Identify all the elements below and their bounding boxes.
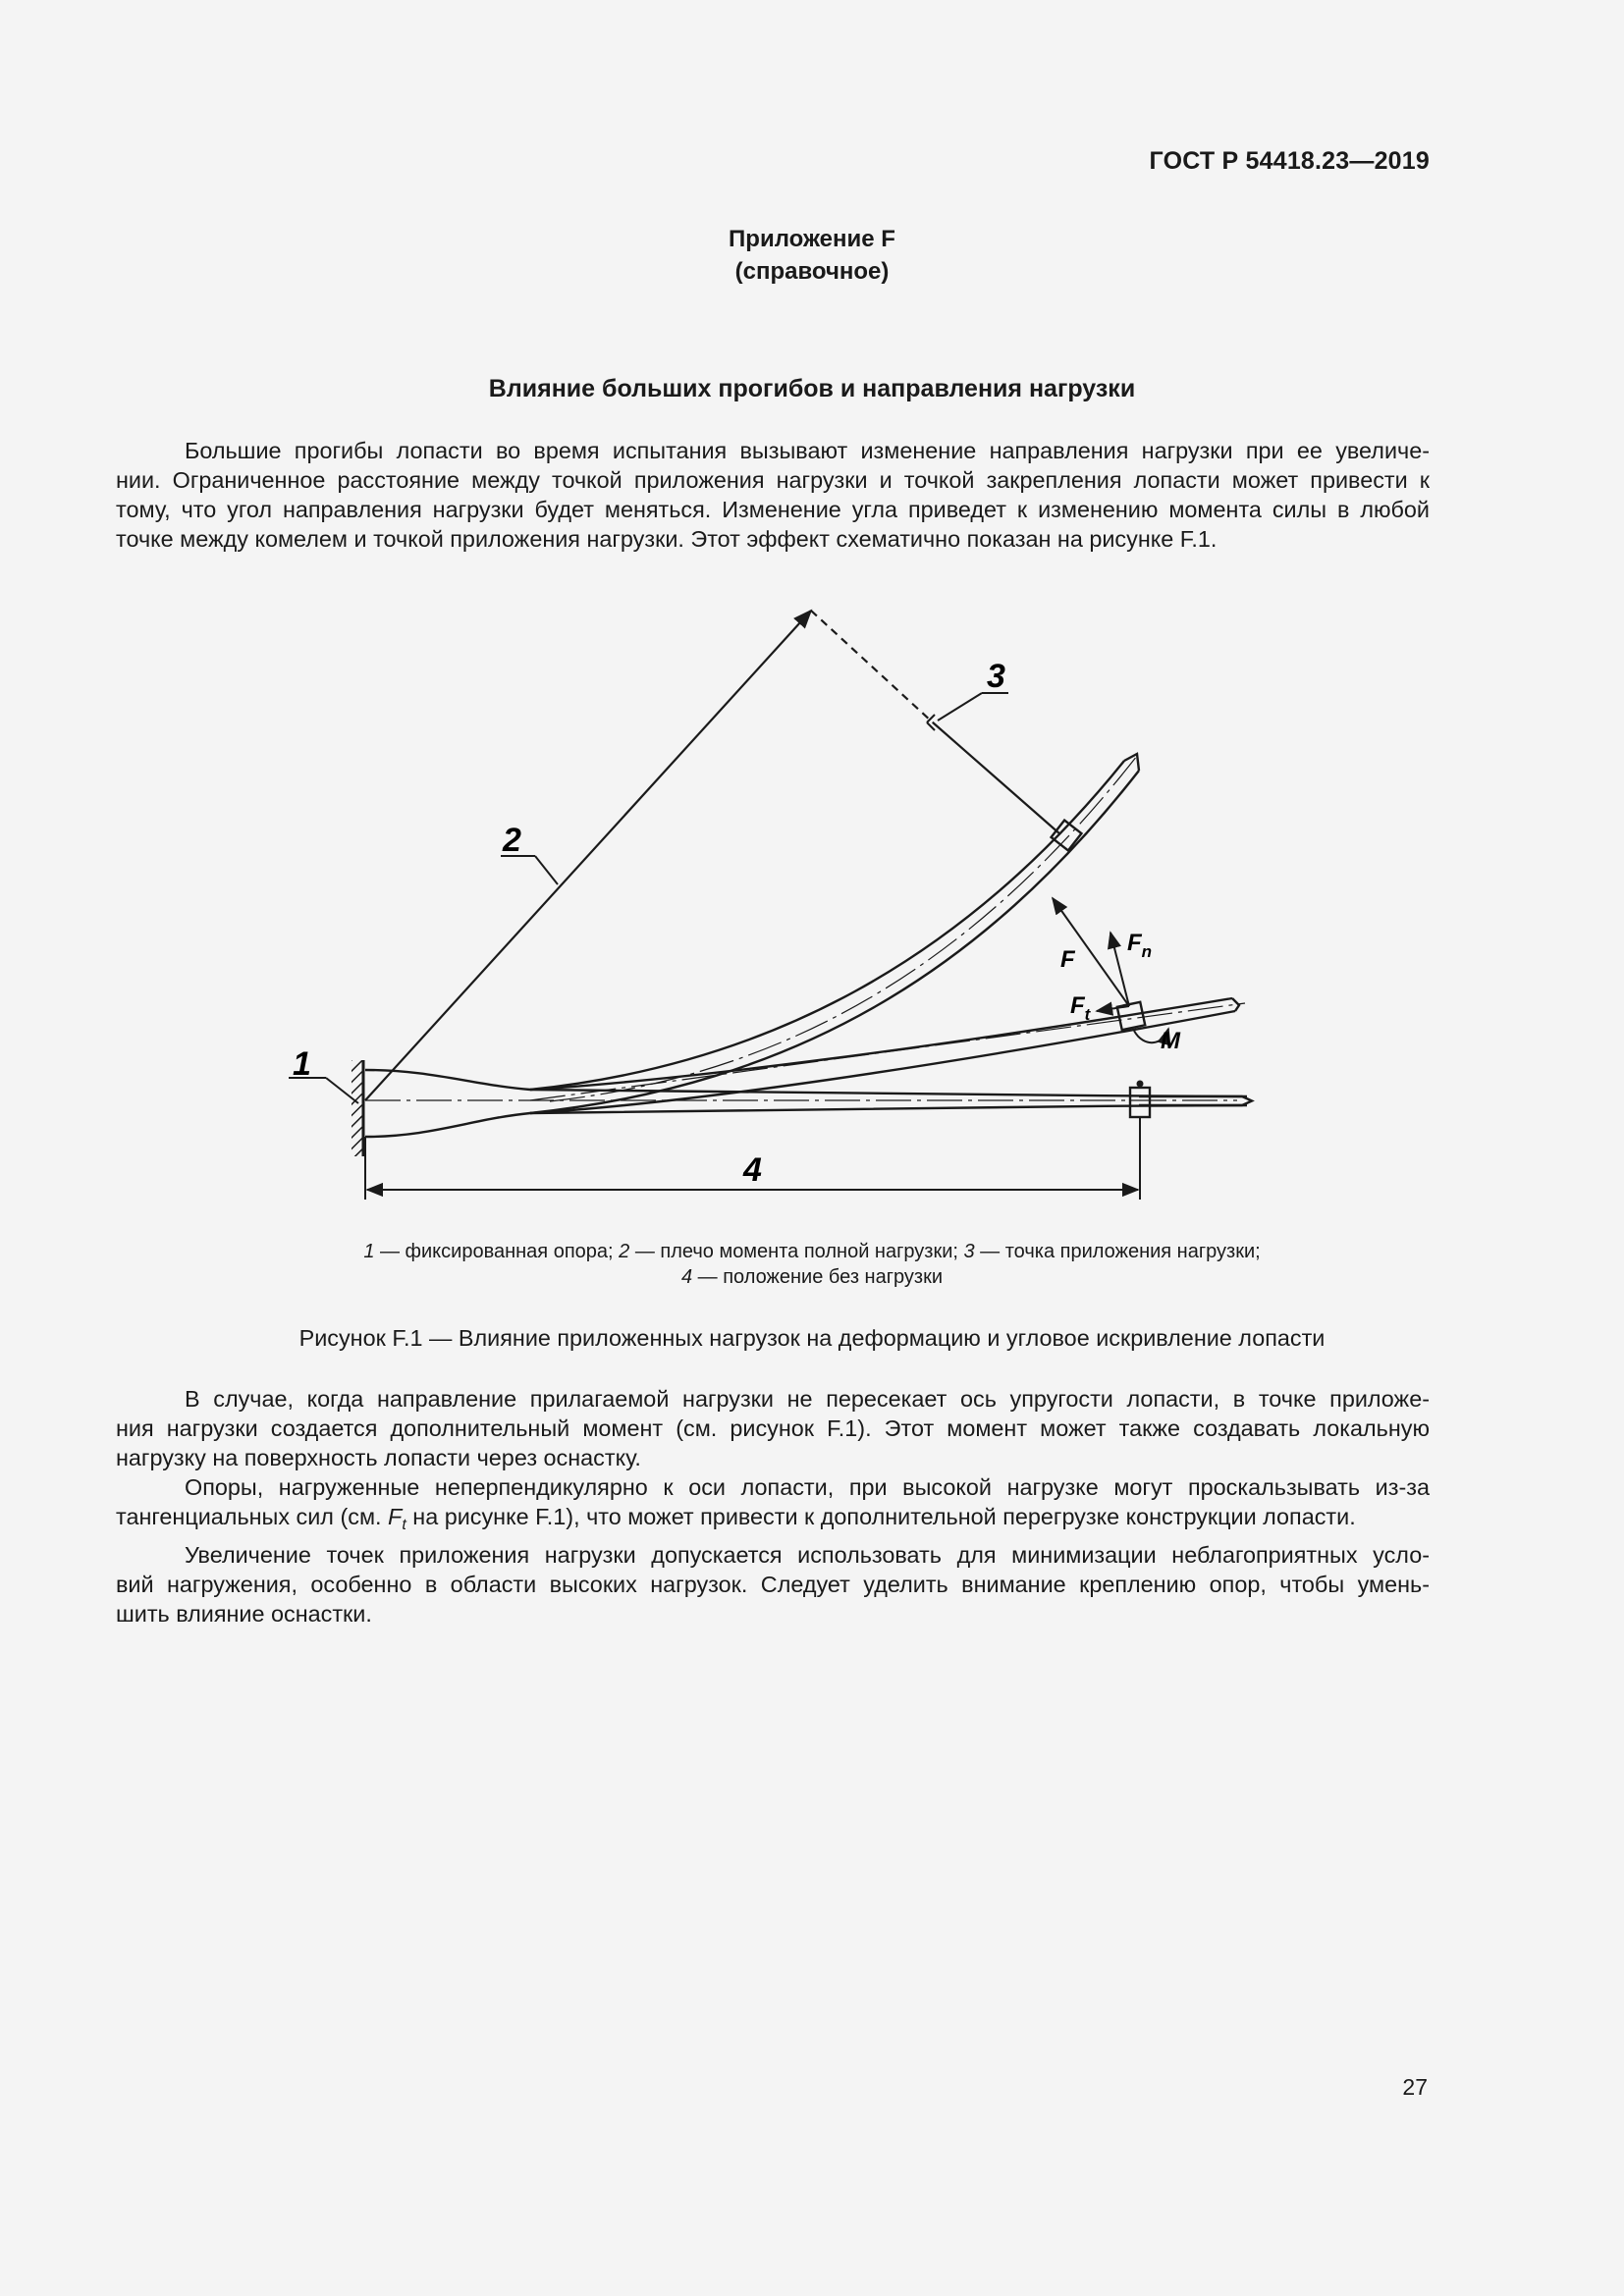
annex-title: Приложение F xyxy=(729,226,895,252)
body-text: на рисунке F.1), что может привести к дополнительной перегрузке конструкции лопасти. xyxy=(406,1504,1356,1529)
label-4: 4 xyxy=(743,1151,762,1189)
inline-subscript: t xyxy=(402,1517,406,1533)
legend-text: — точка приложения нагрузки; xyxy=(974,1241,1261,1262)
fixed-support xyxy=(352,1060,363,1156)
intro-line: точке между комелем и точкой приложения нагрузки. Этот эффект схематично показан на рисунке F.1. xyxy=(116,526,1218,552)
legend-text: — положение без нагрузки xyxy=(692,1266,944,1288)
force-label-F: F xyxy=(1060,946,1075,973)
force-label-Ft: $F_t$ xyxy=(1070,992,1091,1024)
load-clamp-high xyxy=(1052,821,1082,851)
body-text: тангенциальных сил (см. xyxy=(116,1504,389,1529)
inline-symbol: F xyxy=(388,1504,403,1529)
legend-text: — фиксированная опора; xyxy=(374,1241,620,1262)
body-line: нагрузку на поверхность лопасти через оснастку. xyxy=(116,1445,641,1470)
intro-line: Большие прогибы лопасти во время испытания вызывают изменение направления нагрузки при ее увеличе- xyxy=(185,438,1430,463)
label-3: 3 xyxy=(987,658,1005,695)
body-line: вий нагружения, особенно в области высоких нагрузок. Следует уделить внимание креплению опор, чтобы умень- xyxy=(116,1572,1430,1597)
document-id: ГОСТ Р 54418.23—2019 xyxy=(1149,147,1430,175)
load-clamp-unloaded xyxy=(1130,1088,1150,1117)
legend-num: 1 xyxy=(363,1241,375,1262)
body-line: шить влияние оснастки. xyxy=(116,1601,372,1627)
body-line: В случае, когда направление прилагаемой нагрузки не пересекает ось упругости лопасти, в точке приложе- xyxy=(185,1386,1430,1412)
body-line: ния нагрузки создается дополнительный момент (см. рисунок F.1). Этот момент может также создавать локальную xyxy=(116,1415,1430,1441)
label-1: 1 xyxy=(293,1045,311,1083)
clamp-pivot xyxy=(1137,1081,1144,1088)
legend-num: 3 xyxy=(963,1241,975,1262)
force-label-M: M xyxy=(1161,1028,1180,1054)
lever-arm-line xyxy=(365,611,1060,1100)
force-label-Fn: $F_n$ xyxy=(1127,930,1153,961)
page-number: 27 xyxy=(1402,2074,1428,2100)
figure-caption: Рисунок F.1 — Влияние приложенных нагрузок на деформацию и угловое искривление лопасти xyxy=(298,1325,1326,1351)
section-title: Влияние больших прогибов и направления нагрузки xyxy=(488,375,1136,402)
legend-text: — плечо момента полной нагрузки; xyxy=(629,1241,964,1262)
body-paragraphs xyxy=(116,1384,1430,1629)
blade-unloaded xyxy=(365,1070,1252,1137)
intro-line: нии. Ограниченное расстояние между точкой приложения нагрузки и точкой закрепления лопасти может привести к xyxy=(116,467,1430,493)
label-2: 2 xyxy=(503,822,521,859)
figure-legend xyxy=(0,1239,1624,1290)
intro-line: тому, что угол направления нагрузки будет меняться. Изменение угла приведет к изменению момента силы в любой xyxy=(116,497,1430,522)
body-line xyxy=(116,1502,1430,1540)
body-line: Опоры, нагруженные неперпендикулярно к оси лопасти, при высокой нагрузке могут проскальзывать из-за xyxy=(185,1474,1430,1500)
annex-subtitle: (справочное) xyxy=(734,258,890,285)
legend-num: 2 xyxy=(619,1241,630,1262)
legend-num: 4 xyxy=(680,1266,693,1288)
body-line: Увеличение точек приложения нагрузки допускается использовать для минимизации неблагоприятных усло- xyxy=(185,1542,1430,1568)
